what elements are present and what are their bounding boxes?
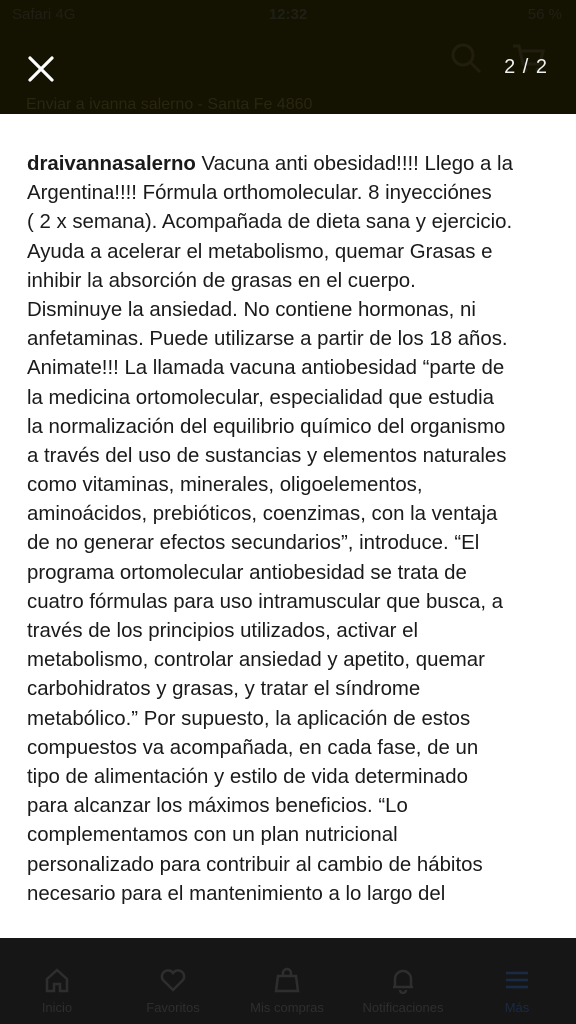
close-icon[interactable] <box>22 50 60 88</box>
tab-label: Favoritos <box>146 1000 200 1015</box>
caption-text <box>27 150 557 909</box>
caption-line: necesario para el mantenimiento a lo largo del <box>27 882 446 905</box>
tab-inicio[interactable] <box>2 966 112 1015</box>
caption-lines <box>27 179 557 909</box>
username: draivannasalerno <box>27 153 196 175</box>
shipping-location[interactable]: Enviar a ivanna salerno - Santa Fe 4860 <box>26 96 313 113</box>
tab-favoritos[interactable] <box>118 966 228 1015</box>
status-time: 12:32 <box>268 6 308 23</box>
caption-line: compuestos va acompañada, en cada fase, de un <box>27 736 479 759</box>
status-battery: 56 % <box>527 6 562 23</box>
heart-icon <box>159 966 187 994</box>
caption-line: tipo de alimentación y estilo de vida determinado <box>27 765 468 788</box>
caption-line: para alcanzar los máximos beneficios. “Lo <box>27 795 408 818</box>
tab-label: Notificaciones <box>362 1000 444 1015</box>
caption-line: la medicina ortomolecular, especialidad que estudia <box>27 386 495 409</box>
caption-line: personalizado para contribuir al cambio de hábitos <box>27 853 483 876</box>
caption-line: complementamos con un plan nutricional <box>27 824 398 847</box>
caption-first-line-text: Vacuna anti obesidad!!!! Llego a la <box>195 153 513 175</box>
caption-line <box>27 150 557 179</box>
menu-icon <box>503 966 531 994</box>
caption-line: Argentina!!!! Fórmula orthomolecular. 8 inyecciónes <box>27 182 492 205</box>
caption-line: través de los principios utilizados, activar el <box>27 620 418 642</box>
caption-line: cuatro fórmulas para uso intramuscular que busca, a <box>27 590 504 613</box>
caption-line: carbohidratos y grasas, y tratar el síndrome <box>27 678 421 701</box>
viewer-top-bar <box>0 0 576 114</box>
caption-line: como vitaminas, minerales, oligoelementos, <box>27 474 423 497</box>
caption-line: metabolismo, controlar ansiedad y apetito, quemar <box>27 649 485 672</box>
bag-icon <box>273 966 301 994</box>
caption-line: la normalización del equilibrio químico del organismo <box>27 415 506 438</box>
caption-line: anfetaminas. Puede utilizarse a partir de los 18 años. <box>27 328 508 351</box>
tab-mis-compras[interactable] <box>232 966 342 1015</box>
tab-label: Más <box>504 1000 530 1015</box>
tab-label: Mis compras <box>250 1000 324 1015</box>
caption-image <box>0 114 576 938</box>
caption-line: Animate!!! La llamada vacuna antiobesidad “parte de <box>27 357 505 380</box>
status-carrier: Safari 4G <box>12 6 76 23</box>
caption-line: a través del uso de sustancias y elementos naturales <box>27 444 507 467</box>
home-icon <box>43 966 71 994</box>
caption-line: de no generar efectos secundarios”, introduce. “El <box>27 532 480 555</box>
bell-icon <box>389 966 417 994</box>
caption-line: aminoácidos, prebióticos, coenzimas, con la ventaja <box>27 503 498 526</box>
caption-line: inhibir la absorción de grasas en el cuerpo. <box>27 269 416 292</box>
caption-line: programa ortomolecular antiobesidad se trata de <box>27 561 467 584</box>
caption-line: Disminuye la ansiedad. No contiene hormonas, ni <box>27 298 476 321</box>
caption-line: metabólico.” Por supuesto, la aplicación de estos <box>27 707 471 730</box>
caption-line: Ayuda a acelerar el metabolismo, quemar Grasas e <box>27 240 493 263</box>
tab-label: Inicio <box>41 1000 73 1015</box>
tab-mas[interactable] <box>462 966 572 1015</box>
bottom-tab-bar <box>0 938 576 1024</box>
tab-notificaciones[interactable] <box>348 966 458 1015</box>
page-counter: 2 / 2 <box>504 56 548 78</box>
caption-line: ( 2 x semana). Acompañada de dieta sana y ejercicio. <box>27 211 513 234</box>
